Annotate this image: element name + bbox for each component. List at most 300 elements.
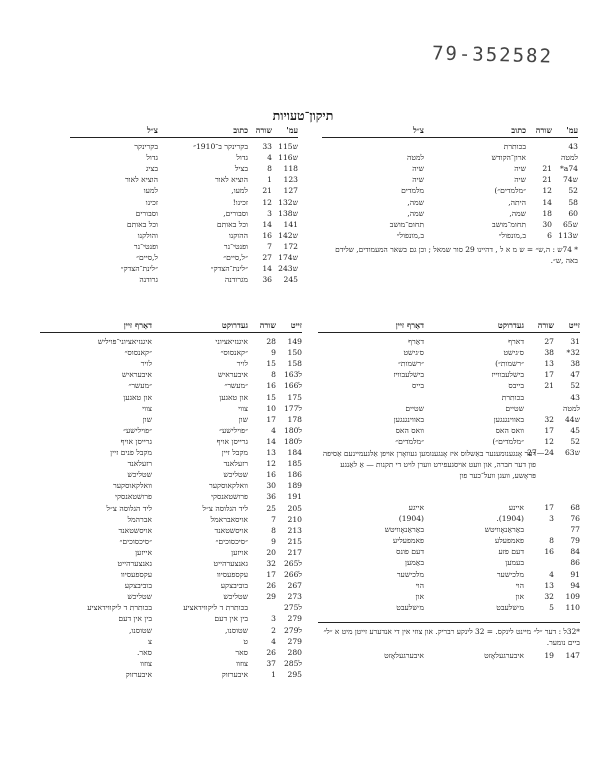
page-cell: 84 (570, 547, 580, 557)
correction-cell: באווינגנגען (393, 414, 424, 424)
line-cell: 37 (266, 658, 276, 668)
line-cell: 30 (542, 219, 552, 229)
printed-cell: בוביבצקע (220, 581, 248, 591)
table-row (40, 569, 302, 580)
page-cell: 150 (287, 348, 302, 358)
line-cell: 13 (544, 359, 554, 369)
table-row (40, 647, 302, 658)
archive-stamp: 79-352582 (431, 42, 554, 68)
correction-cell: וסבורים (135, 208, 158, 218)
line-cell: 8 (271, 370, 276, 380)
printed-cell: ״קאנסוס״ (220, 348, 248, 358)
line-cell: 16 (266, 381, 276, 391)
page-cell: 142ש (278, 230, 298, 240)
printed-cell: הוי (515, 580, 524, 590)
printed-cell: ״מעשר״ (224, 381, 248, 391)
printed-cell: ארון־הקודש (491, 153, 526, 163)
table-row (40, 414, 302, 425)
line-cell: 12 (262, 197, 272, 207)
line-cell: 15 (266, 392, 276, 402)
page-cell: 172 (283, 241, 298, 251)
correction-cell: וואס האס (395, 425, 424, 435)
correction-cell: שטליכש (127, 470, 152, 480)
printed-cell: שיה (514, 175, 526, 185)
table-row (40, 480, 302, 491)
printed-cell: בציל (234, 164, 248, 174)
table-row (318, 392, 580, 403)
page-cell: 185 (287, 459, 302, 469)
printed-cell: לויר (236, 359, 248, 369)
correction-cell: מקבל פנים זיין (110, 448, 152, 458)
table-row (318, 502, 580, 513)
line-cell: 16 (266, 470, 276, 480)
correction-cell: צ (148, 636, 152, 646)
printed-cell: שמה, (509, 208, 526, 218)
printed-cell: ״סיכסוכים״ (215, 536, 248, 546)
page-cell: 178 (287, 414, 302, 424)
correction-cell: שון (142, 414, 152, 424)
printed-cell: וואס האס (495, 425, 524, 435)
page-cell: *32 (566, 348, 580, 358)
table-row (318, 436, 580, 447)
line-cell (526, 152, 552, 163)
correction-cell: וכל באותם (126, 219, 158, 229)
printed-cell: איבעראיש (217, 370, 248, 380)
line-cell: 18 (542, 208, 552, 218)
printed-cell: איגנזיאציוני (215, 337, 248, 347)
table-row (318, 513, 580, 524)
line-cell (524, 403, 554, 414)
printed-cell: תחומ־מושב (492, 219, 526, 229)
correction-cell: צווי (142, 403, 152, 413)
correction-cell: איבעראיש (121, 370, 152, 380)
note-bottom-right: *32ל : דער ״ל״ מיינט לינקס. = 32 לינקע רבריק. און צוזי אין די אנדערע זייטן מיט א ״ל״ ביים נומער. (323, 627, 580, 647)
table-row (40, 358, 302, 369)
line-cell (248, 602, 276, 613)
page-cell: 279 (287, 636, 302, 646)
line-cell: 3 (549, 514, 554, 524)
printed-cell: הוציא לאור (214, 175, 248, 185)
table-row (70, 208, 298, 219)
column-header: צ״ל (413, 125, 424, 135)
divider-bottom-right (318, 622, 580, 623)
page-cell: 115ש (278, 142, 298, 152)
printed-cell: שטוסנו, (224, 625, 248, 635)
table-row (322, 174, 578, 185)
page-cell: 166ל (283, 381, 302, 391)
correction-cell: באַראַנאָוויטש (384, 525, 424, 535)
page-cell: 184 (287, 448, 302, 458)
line-cell: 14 (266, 436, 276, 446)
page-cell: 43 (568, 142, 578, 152)
printed-cell: (1904). (496, 514, 524, 524)
page-cell: 110 (565, 602, 580, 612)
page-cell: 52 (570, 381, 580, 391)
column-header: געדרוקט (497, 320, 524, 330)
line-cell: 6 (547, 230, 552, 240)
printed-cell: איבערזוק (221, 669, 248, 679)
correction-cell: בקרינקר (134, 142, 158, 152)
line-cell: 9 (271, 348, 276, 358)
page-cell: 118 (283, 164, 298, 174)
line-cell: 1 (271, 669, 276, 679)
correction-cell: בציג (145, 164, 158, 174)
table-row (40, 547, 302, 558)
correction-cell: הוי (415, 580, 424, 590)
correction-cell: איבערזוק (125, 669, 152, 679)
page-cell: 213 (287, 525, 302, 535)
correction-cell: ״לינת־הצדק״ (120, 264, 158, 274)
page-cell: ש65 (562, 219, 578, 229)
table-row (318, 557, 580, 568)
line-cell: 13 (266, 448, 276, 458)
table-row (70, 185, 298, 196)
correction-cell: שמה, (407, 208, 424, 218)
correction-cell: דעם פונס (396, 547, 424, 557)
printed-cell: בקרינקר ב־1910״ (193, 142, 248, 152)
printed-cell: בכותרת (501, 392, 524, 402)
printed-cell: גדול (236, 153, 248, 163)
page-title: תיקון־טעויות (272, 108, 334, 123)
printed-cell: עקספעסיוו (216, 570, 248, 580)
page-cell: 44ש (564, 414, 580, 424)
table-row (40, 558, 302, 569)
line-cell: 25 (266, 503, 276, 513)
line-cell: 32 (544, 591, 554, 601)
page-cell: ש63 (564, 448, 580, 458)
correction-cell: גרודנה (139, 275, 158, 285)
column-header: זייט (568, 320, 580, 330)
line-cell: 33 (262, 142, 272, 152)
page-cell: 68 (570, 503, 580, 512)
printed-cell: ב,מונפול״ (498, 230, 526, 240)
correction-cell: אייזען (135, 547, 152, 557)
paragraph-bottom-right: דער אָנגענומענער באַשלוס איז אָנגענומען געוואָרן אויפן אַלגעמיינעם אַסיפה פון דער חברה, און וועט אויסגעפירט ווערן לויט די תקנות — אַ לאַנגע פּראָשע, וועגן וועל־כער פון (322, 449, 536, 480)
correction-cell: שמה, (407, 197, 424, 207)
correction-cell: ״רשמות״ (398, 359, 424, 369)
page-cell: 266ל (283, 570, 302, 580)
table-row (40, 636, 302, 647)
page-cell: 79 (570, 536, 580, 546)
page-cell: 180ל (283, 425, 302, 435)
column-header: געדרוקט (221, 320, 248, 330)
page-cell: 74ש (562, 175, 578, 185)
line-cell: 26 (266, 647, 276, 657)
table-row (40, 392, 302, 403)
table-row (70, 274, 298, 285)
line-cell: 8 (267, 164, 272, 174)
printed-cell: ״מלמדים״) (492, 436, 524, 446)
printed-cell: ס׳גישט (503, 348, 524, 358)
page-cell: 279 (287, 614, 302, 624)
page-cell: 94 (570, 580, 580, 590)
table-row (70, 252, 298, 263)
correction-cell: איגנזיאציוני־פּויליש (97, 337, 152, 347)
page-cell: 77 (570, 525, 580, 535)
line-cell: 5 (549, 602, 554, 612)
page-cell: 243ש (278, 264, 298, 274)
page-cell: *a74 (560, 164, 578, 174)
page-cell: 38 (570, 359, 580, 369)
correction-cell: למעו (143, 186, 158, 196)
table-row (318, 380, 580, 391)
printed-cell: און טאגען (219, 392, 248, 402)
errata-table-bottom-right (318, 320, 580, 458)
printed-cell: וכל באותם (216, 219, 248, 229)
table-row (70, 230, 298, 241)
printed-cell: אויסאבראמל (210, 514, 248, 524)
page-cell: 141 (283, 219, 298, 229)
table-row (322, 152, 578, 163)
printed-cell: ״מלמדים״) (494, 186, 526, 196)
correction-cell: שטוסנו, (128, 625, 152, 635)
correction-cell: ״קאנסוס״ (124, 348, 152, 358)
table-row (40, 447, 302, 458)
page-cell: 127 (283, 186, 298, 196)
printed-cell: למעו, (231, 186, 248, 196)
column-header: שורה (255, 125, 272, 135)
table-row (40, 669, 302, 680)
table-row (322, 163, 578, 174)
printed-cell: בישלעבווייז (491, 370, 524, 380)
page-cell: למטה (560, 153, 578, 163)
table-row (70, 174, 298, 185)
printed-cell: ההוקנו (228, 230, 248, 240)
correction-cell: ל,סיים״ (136, 253, 158, 263)
column-header: דאַרף זיין (123, 320, 152, 330)
page-cell: 47 (570, 370, 580, 380)
table-row (318, 414, 580, 425)
printed-cell: ״ל,סיים״ (223, 253, 248, 263)
line-cell: 21 (542, 175, 552, 185)
page-cell: 175 (287, 392, 302, 402)
page-cell: 123 (283, 175, 298, 185)
correction-cell: הוציא לאור (124, 175, 158, 185)
line-cell: 21 (262, 186, 272, 196)
column-header: זייט (290, 320, 302, 330)
correction-cell: באַמען (405, 558, 424, 568)
line-cell (524, 557, 554, 568)
line-cell: 8 (271, 525, 276, 535)
line-cell (524, 392, 554, 403)
column-header: כתוב (233, 125, 248, 135)
line-cell: 21 (544, 381, 554, 391)
table-row (322, 185, 578, 196)
line-cell: 16 (262, 230, 272, 240)
column-header: שורה (537, 320, 554, 330)
printed-cell: היתה, (508, 197, 526, 207)
page-cell: 189 (287, 481, 302, 491)
line-cell: 28 (266, 337, 276, 347)
line-cell: 27—24 (527, 448, 554, 458)
printed-cell: פאמפעלע (494, 536, 524, 546)
line-cell: 19 (544, 651, 554, 660)
line-cell: 3 (267, 208, 272, 218)
table-row (70, 263, 298, 274)
printed-cell: גאנצערהייט (213, 558, 248, 568)
page-cell: 45 (570, 425, 580, 435)
page-cell: 186 (287, 470, 302, 480)
line-cell: 14 (542, 197, 552, 207)
table-row (40, 469, 302, 480)
line-cell: 17 (544, 503, 554, 512)
printed-cell: וואלקאוסקער (209, 481, 248, 491)
table-row (40, 536, 302, 547)
line-cell: 1 (267, 175, 272, 185)
table-row (40, 525, 302, 536)
page-cell: 245 (283, 275, 298, 285)
line-cell: 12 (544, 436, 554, 446)
printed-cell: איינע (508, 503, 524, 512)
line-cell: 36 (266, 492, 276, 502)
page-cell: 60 (568, 208, 578, 218)
correction-cell: אייגע (408, 503, 424, 512)
table-row (40, 380, 302, 391)
page-cell: למטה (562, 403, 580, 413)
table-row (40, 580, 302, 591)
line-cell: 32 (544, 414, 554, 424)
table-row (322, 197, 578, 208)
table-row (318, 580, 580, 591)
column-header: צ״ל (147, 125, 158, 135)
page-cell: ש113 (558, 230, 578, 240)
table-row (318, 336, 580, 347)
page-cell: 217 (287, 547, 302, 557)
correction-cell: זכינו (145, 197, 158, 207)
correction-cell: ס׳גישט (403, 348, 424, 358)
correction-cell: בכותרת ד ליקווידאציע (87, 603, 152, 613)
column-header: שורה (259, 320, 276, 330)
table-header (318, 320, 580, 333)
page-cell: 109 (565, 591, 580, 601)
correction-cell: ב,מונפול״ (396, 230, 424, 240)
printed-cell: באווינגנגען (493, 414, 524, 424)
page-cell: 280 (287, 647, 302, 657)
column-header: עמ' (566, 125, 578, 135)
table-row (40, 458, 302, 469)
line-cell: 17 (266, 414, 276, 424)
printed-cell: ״לינת־הצדק״ (210, 264, 248, 274)
printed-cell: בכותרת ד ליקווידאציע (183, 603, 248, 613)
printed-cell: ט (243, 636, 248, 646)
line-cell: 27 (544, 337, 554, 347)
note-top-right: * 74ש : ה,ש״ = ש מ א ל , דהיינו 29 סור שמאל ; וכן גם בשאר המעמודים, שלידם באה ,ש״. (335, 245, 578, 265)
printed-cell: מגרודנה (224, 275, 248, 285)
table-row (40, 491, 302, 502)
page-cell: 116ש (278, 153, 298, 163)
page-cell: 91 (570, 569, 580, 579)
line-cell: 30 (266, 481, 276, 491)
correction-cell: בוביבצקע (124, 581, 152, 591)
table-row (70, 163, 298, 174)
table-header (70, 125, 298, 138)
printed-cell: ליד הגלוסה צ״ל (202, 503, 248, 513)
correction-cell: ״סיכסוכים״ (119, 536, 152, 546)
correction-cell: בין אין דעם (118, 614, 152, 624)
correction-cell: לויר (140, 359, 152, 369)
printed-cell: בייבס (508, 381, 524, 391)
printed-cell: אויזען (231, 547, 248, 557)
printed-cell: זכינו! (232, 197, 248, 207)
table-row (318, 591, 580, 602)
table-header (322, 125, 578, 138)
correction-cell: ״מעשר״ (128, 381, 152, 391)
printed-cell: דארף (508, 337, 524, 347)
correction-cell: מלכישער (396, 569, 424, 579)
table-row (318, 569, 580, 580)
printed-cell: אויסשטאנד (214, 525, 248, 535)
page-cell: 180ל (283, 436, 302, 446)
line-cell: 12 (266, 459, 276, 469)
page-cell: 285ל (283, 658, 302, 668)
line-cell: 9 (271, 536, 276, 546)
correction-cell: שטיים (405, 403, 424, 413)
correction-cell: ופנטי־נר (133, 241, 158, 251)
table-row (322, 208, 578, 219)
printed-cell: מלכישער (496, 569, 524, 579)
correction-cell: און טאגען (123, 392, 152, 402)
correction-cell: שטליכש (127, 592, 152, 602)
printed-cell: צווי (238, 403, 248, 413)
correction-cell: בייס (412, 381, 424, 391)
line-cell (524, 524, 554, 535)
correction-cell: מ׳שלעבט (396, 602, 424, 612)
table-row (322, 230, 578, 241)
correction-cell: פאמפעליע (392, 536, 424, 546)
correction-cell: פרושטאנסקי (114, 492, 152, 502)
table-row (70, 241, 298, 252)
printed-cell: בין אין דעם (214, 614, 248, 624)
column-header: כתוב (511, 125, 526, 135)
printed-cell: מקבל זיין (221, 448, 248, 458)
correction-cell: גדול (146, 153, 158, 163)
printed-cell: מ׳שלעבט (496, 602, 524, 612)
correction-cell (318, 392, 424, 403)
table-row (40, 514, 302, 525)
table-row (40, 347, 302, 358)
table-row (70, 197, 298, 208)
line-cell: 36 (262, 275, 272, 285)
table-row (40, 336, 302, 347)
line-cell: 15 (266, 359, 276, 369)
printed-cell: באַראַנאָוויטש (484, 525, 524, 535)
table-row (318, 369, 580, 380)
line-cell: 38 (544, 348, 554, 358)
page-cell: 52 (568, 186, 578, 196)
printed-cell: איבערגעלאָזט (484, 651, 524, 660)
table-row (322, 219, 578, 230)
correction-cell: (1904) (398, 514, 424, 524)
table-row (318, 403, 580, 414)
table-row (40, 591, 302, 602)
errata-table-top-right (322, 125, 578, 241)
page-cell: 149 (287, 337, 302, 347)
line-cell: 4 (271, 425, 276, 435)
line-cell: 10 (266, 403, 276, 413)
table-row (70, 141, 298, 152)
table-row (318, 535, 580, 546)
printed-cell: ופנטי־נר (223, 241, 248, 251)
line-cell: 17 (544, 425, 554, 435)
correction-cell: ליד הגלוסה צ״ל (106, 503, 152, 513)
page-cell: 163ל (283, 370, 302, 380)
correction-cell: מלמדים (401, 186, 424, 196)
column-header: שורה (535, 125, 552, 135)
column-header: דאַרף זיין (395, 320, 424, 330)
page-cell: 86 (570, 558, 580, 568)
printed-cell: שטיים (505, 403, 524, 413)
page-cell: 205 (287, 503, 302, 513)
